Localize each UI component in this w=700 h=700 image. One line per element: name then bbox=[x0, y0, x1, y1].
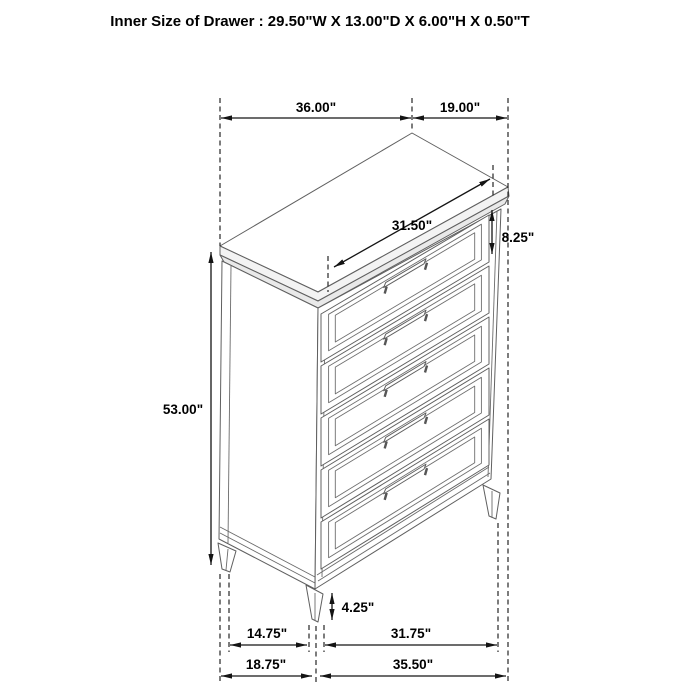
dim-label-overall-height: 53.00" bbox=[162, 402, 204, 417]
front-leg bbox=[306, 585, 323, 622]
dim-label-base-depth: 18.75" bbox=[245, 657, 287, 672]
dim-overall-height bbox=[163, 252, 211, 565]
dim-label-leg-height: 4.25" bbox=[341, 600, 375, 615]
dim-label-top-width: 36.00" bbox=[295, 100, 337, 115]
dim-top-width bbox=[221, 100, 411, 118]
dim-leg-span-front bbox=[325, 626, 497, 645]
dim-label-leg-span-front: 31.75" bbox=[390, 626, 432, 641]
right-leg bbox=[483, 485, 500, 519]
dim-leg-span-side bbox=[230, 626, 307, 645]
dim-leg-height bbox=[332, 593, 374, 620]
dim-label-top-depth: 19.00" bbox=[439, 100, 481, 115]
dim-label-base-width: 35.50" bbox=[392, 657, 434, 672]
dim-label-top-drawer-height: 8.25" bbox=[501, 230, 535, 245]
dim-label-top-inner-width: 31.50" bbox=[391, 218, 433, 233]
diagram-title: Inner Size of Drawer : 29.50"W X 13.00"D X 6.00"H X 0.50"T bbox=[110, 13, 530, 30]
chest-side-panel bbox=[219, 261, 318, 589]
dim-base-depth bbox=[221, 657, 312, 676]
dim-label-leg-span-side: 14.75" bbox=[246, 626, 288, 641]
dim-top-depth bbox=[413, 100, 507, 118]
dim-base-width bbox=[320, 657, 506, 676]
chest-illustration bbox=[218, 133, 509, 622]
